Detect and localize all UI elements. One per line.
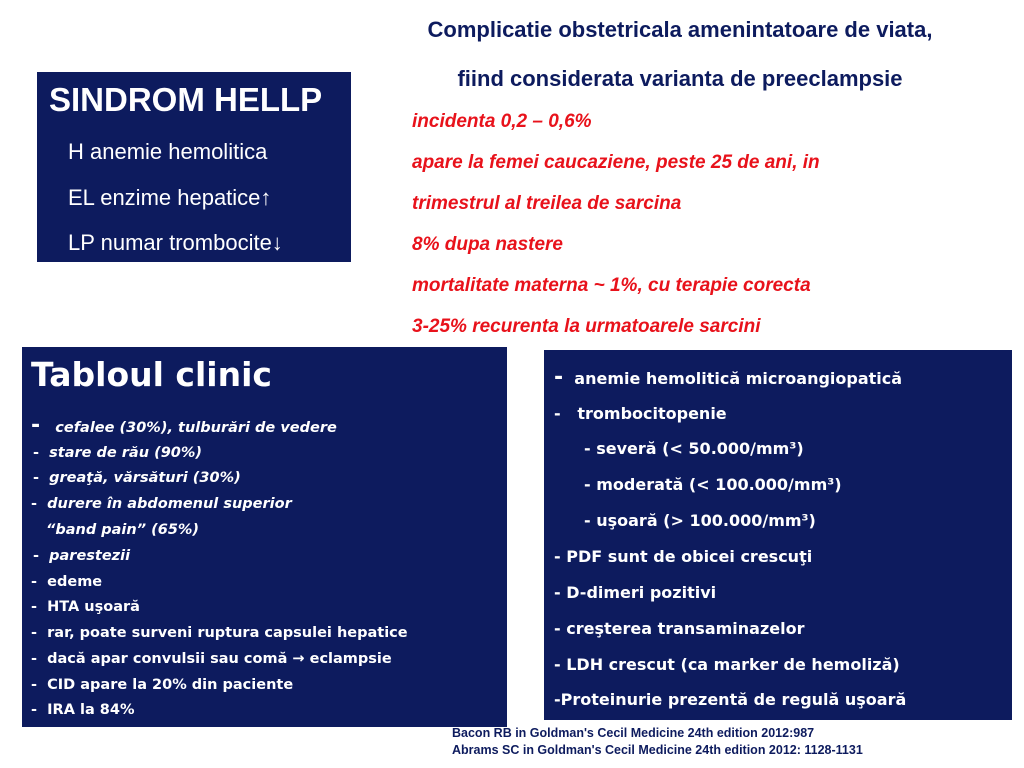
- clinic-item-dash: -: [31, 702, 38, 718]
- clinic-item: [33, 445, 202, 461]
- clinic-item: [31, 496, 292, 512]
- hellp-item-h: H anemie hemolitica: [68, 139, 268, 164]
- lab-item: [584, 439, 804, 458]
- fact-recurrence: 3-25% recurenta la urmatoarele sarcini: [412, 316, 761, 337]
- clinic-title: Tabloul clinic: [31, 355, 272, 394]
- clinic-item-text: IRA la 84%: [47, 702, 135, 718]
- clinic-item-dash: -: [31, 413, 41, 438]
- clinic-item-dash: -: [31, 599, 38, 615]
- clinic-item-text: HTA uşoară: [47, 599, 140, 615]
- clinic-item: [31, 651, 392, 667]
- lab-item-text: creşterea transaminazelor: [566, 619, 805, 638]
- clinic-item: [31, 413, 337, 438]
- lab-item-dash: -: [584, 511, 591, 530]
- lab-item-dash: -: [554, 655, 561, 674]
- lab-item-text: Proteinurie prezentă de regulă uşoară: [560, 690, 907, 709]
- lab-box: [544, 350, 1012, 720]
- clinic-item: [31, 599, 140, 615]
- lab-item-dash: -: [584, 439, 591, 458]
- clinic-item: [31, 702, 134, 718]
- hellp-item-el: EL enzime hepatice↑: [68, 185, 272, 210]
- clinic-item-dash: -: [31, 574, 38, 590]
- lab-item-text: anemie hemolitică microangiopatică: [574, 369, 903, 388]
- clinic-item-text: durere în abdomenul superior: [47, 496, 292, 512]
- clinic-item-text: CID apare la 20% din paciente: [47, 677, 294, 693]
- clinic-item-text: greaţă, vărsături (30%): [49, 470, 241, 486]
- lab-item-dash: -: [554, 583, 561, 602]
- clinic-item: [33, 470, 241, 486]
- lab-item-dash: -: [554, 690, 561, 709]
- lab-item: [554, 655, 900, 674]
- lab-item-text: uşoară (> 100.000/mm³): [596, 511, 816, 530]
- fact-population: apare la femei caucaziene, peste 25 de ani, in: [412, 152, 820, 173]
- hellp-item-lp: LP numar trombocite↓: [68, 230, 283, 255]
- fact-postpartum: 8% dupa nastere: [412, 234, 563, 255]
- lab-item: [584, 475, 842, 494]
- lab-item: [554, 690, 906, 709]
- clinic-item-dash: -: [31, 625, 38, 641]
- clinic-item: [31, 625, 408, 641]
- clinic-item-text: parestezii: [49, 548, 131, 564]
- fact-mortality: mortalitate materna ~ 1%, cu terapie corecta: [412, 275, 811, 296]
- lab-item-text: moderată (< 100.000/mm³): [596, 475, 842, 494]
- lab-item-text: PDF sunt de obicei crescuţi: [566, 547, 813, 566]
- clinic-item-dash: -: [31, 496, 38, 512]
- hellp-box: [37, 72, 351, 262]
- clinic-item-dash: -: [33, 470, 40, 486]
- clinic-item-text: cefalee (30%), tulburări de vedere: [55, 420, 337, 436]
- lab-item: [584, 511, 816, 530]
- fact-trimester: trimestrul al treilea de sarcina: [412, 193, 682, 214]
- clinic-item: [33, 548, 130, 564]
- lab-item: [554, 547, 812, 566]
- lab-item-dash: -: [584, 475, 591, 494]
- clinic-item-text: rar, poate surveni ruptura capsulei hepatice: [47, 625, 408, 641]
- clinic-item: [31, 677, 293, 693]
- lab-item-dash: -: [554, 547, 561, 566]
- lab-item-dash: -: [554, 619, 561, 638]
- lab-item: [554, 404, 727, 423]
- lab-item-text: LDH crescut (ca marker de hemoliză): [566, 655, 900, 674]
- lab-item-text: D-dimeri pozitivi: [566, 583, 717, 602]
- clinic-item-text: dacă apar convulsii sau comă → eclampsie: [47, 651, 392, 667]
- clinic-item-text: “band pain” (65%): [46, 522, 200, 538]
- clinic-item-dash: -: [33, 548, 40, 564]
- clinic-item-text: edeme: [47, 574, 103, 590]
- header-line-2: fiind considerata varianta de preeclampsie: [457, 66, 903, 91]
- clinic-item: [31, 574, 102, 590]
- clinic-box: [22, 347, 507, 727]
- fact-incidence: incidenta 0,2 – 0,6%: [412, 111, 592, 132]
- clinic-item-dash: -: [31, 677, 38, 693]
- lab-item-text: severă (< 50.000/mm³): [596, 439, 804, 458]
- clinic-item-text: stare de rău (90%): [49, 445, 203, 461]
- clinic-item-dash: -: [31, 651, 38, 667]
- clinic-item-dash: -: [33, 445, 40, 461]
- reference-abrams: Abrams SC in Goldman's Cecil Medicine 24th edition 2012: 1128-1131: [452, 743, 863, 757]
- lab-item-dash: -: [554, 365, 564, 390]
- lab-item: [554, 365, 902, 390]
- lab-item: [554, 583, 716, 602]
- header-line-1: Complicatie obstetricala amenintatoare de viata,: [427, 17, 933, 42]
- lab-item-text: trombocitopenie: [577, 404, 727, 423]
- hellp-title: SINDROM HELLP: [49, 81, 323, 118]
- reference-bacon: Bacon RB in Goldman's Cecil Medicine 24th edition 2012:987: [452, 726, 815, 740]
- lab-item: [554, 619, 805, 638]
- clinic-item: [46, 522, 199, 538]
- lab-item-dash: -: [554, 404, 561, 423]
